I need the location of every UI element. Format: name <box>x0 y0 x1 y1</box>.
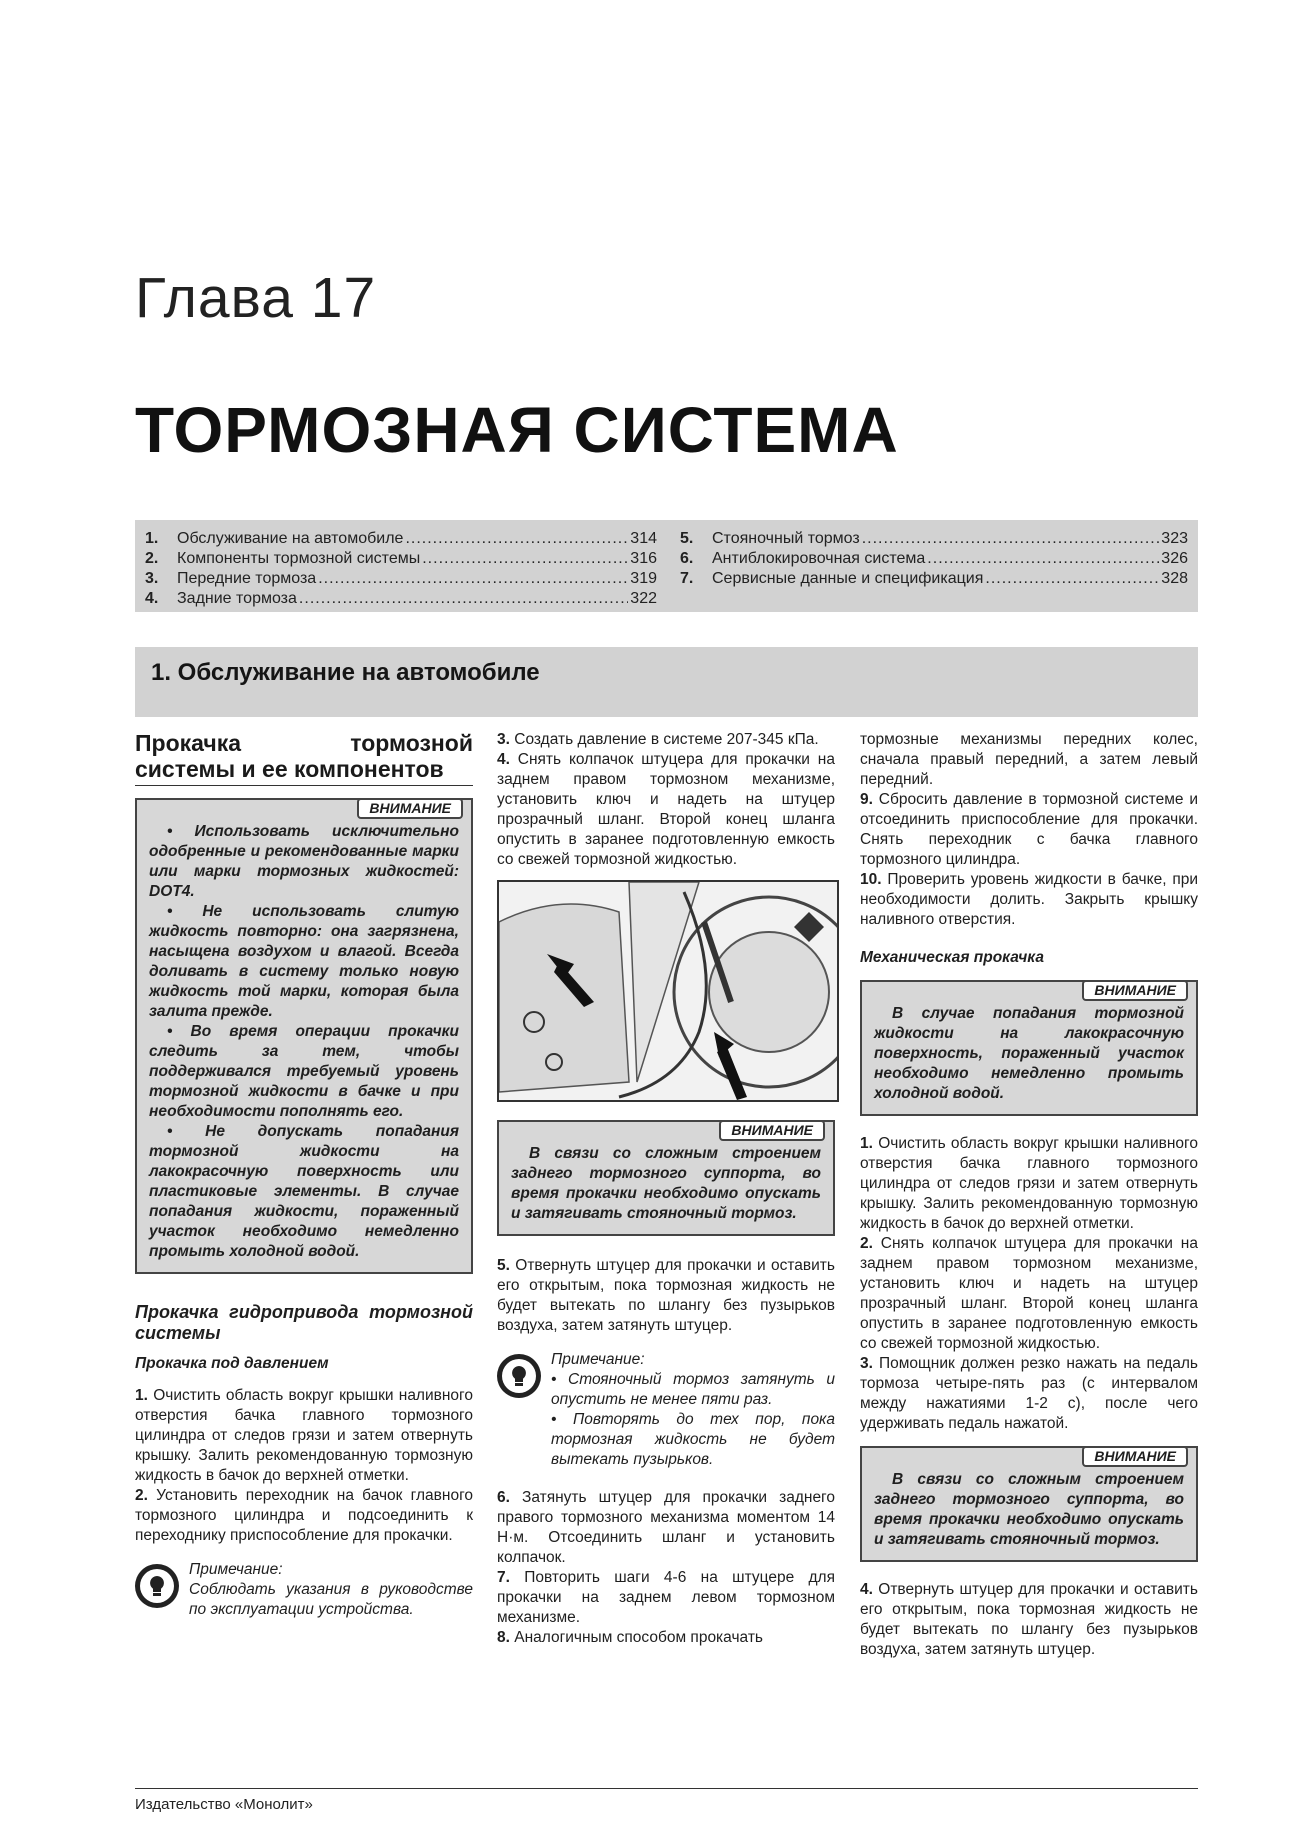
toc-page: 319 <box>630 570 657 587</box>
toc-number: 3. <box>145 570 159 587</box>
toc-item[interactable] <box>145 569 657 589</box>
chapter-label: Глава 17 <box>135 266 377 330</box>
toc-page: 322 <box>630 590 657 607</box>
warning-item: • Во время операции прокачки следить за тем, чтобы поддерживался требуемый уровень тормозной жидкости в бачке и при необходимости пополнять его. <box>149 1023 459 1120</box>
step-paragraph: 3. Помощник должен резко нажать на педаль тормоза четыре-пять раз (с интервалом между нажатиями 1-2 с), после чего удерживать педаль нажатой. <box>860 1355 1198 1432</box>
step-paragraph: 1. Очистить область вокруг крышки наливного отверстия бачка главного тормозного цилиндра от следов грязи и затем отвернуть крышку. Залить рекомендованную тормозную жидкость в бачок до верхней отметки. <box>860 1135 1198 1232</box>
continued-paragraph: тормозные механизмы передних колес, сначала правый передний, а затем левый передний. <box>860 731 1198 788</box>
warning-label: ВНИМАНИЕ <box>1082 980 1188 1001</box>
toc-number: 1. <box>145 530 159 547</box>
toc-page: 323 <box>1161 530 1188 547</box>
table-of-contents <box>135 520 1198 612</box>
toc-page: 316 <box>630 550 657 567</box>
toc-number: 5. <box>680 530 694 547</box>
step-paragraph: 6. Затянуть штуцер для прокачки заднего правого тормозного механизма моментом 14 Н·м. Отсоединить шланг и установить колпачок. <box>497 1489 835 1566</box>
note-block <box>497 1350 835 1470</box>
toc-title: Передние тормоза <box>177 570 317 587</box>
column-2 <box>497 730 835 1648</box>
toc-title: Задние тормоза <box>177 590 297 607</box>
note-text: Соблюдать указания в руководстве по эксплуатации устройства. <box>189 1581 473 1618</box>
lightbulb-icon <box>135 1564 179 1608</box>
toc-item[interactable] <box>680 549 1188 569</box>
col1-heading: Прокачка тормозной системы и ее компонентов <box>135 730 473 782</box>
brake-caliper-illustration <box>497 880 839 1102</box>
warning-item: • Не использовать слитую жидкость повторно: она загрязнена, насыщена воздухом и влагой. Всегда доливать в систему только новую жидкость той марки, которая была залита прежде. <box>149 903 459 1020</box>
note-label: Примечание: <box>551 1351 645 1368</box>
toc-left-column <box>145 529 657 609</box>
toc-page: 328 <box>1161 570 1188 587</box>
warning-text: В связи со сложным строением заднего тормозного суппорта, во время прокачки необходимо опускать и затягивать стояночный тормоз. <box>874 1471 1184 1548</box>
toc-number: 7. <box>680 570 694 587</box>
warning-box <box>860 1446 1198 1562</box>
toc-item[interactable] <box>145 549 657 569</box>
column-3 <box>860 730 1198 1660</box>
warning-text: В связи со сложным строением заднего тормозного суппорта, во время прокачки необходимо опускать и затягивать стояночный тормоз. <box>511 1145 821 1222</box>
col1-subsubheading: Прокачка под давлением <box>135 1355 329 1372</box>
warning-box <box>135 798 473 1274</box>
toc-item[interactable] <box>145 529 657 549</box>
step-paragraph: 4. Снять колпачок штуцера для прокачки на заднем правом тормозном механизме, установить ключ и надеть на штуцер прозрачный шланг. Второй конец шланга опустить в заранее подготовленную емкость со свежей тормозной жидкостью. <box>497 751 835 868</box>
note-label: Примечание: <box>189 1561 283 1578</box>
warning-text: В случае попадания тормозной жидкости на лакокрасочную поверхность, пораженный участок необходимо немедленно промыть холодной водой. <box>874 1005 1184 1102</box>
toc-title: Сервисные данные и спецификация <box>712 570 984 587</box>
warning-item: • Использовать исключительно одобренные и рекомендованные марки или марки тормозных жидкостей: DOT4. <box>149 823 459 900</box>
footer-rule <box>135 1788 1198 1789</box>
toc-title: Обслуживание на автомобиле <box>177 530 404 547</box>
toc-title: Компоненты тормозной системы <box>177 550 421 567</box>
step-paragraph: 3. Создать давление в системе 207-345 кПа. <box>497 731 819 748</box>
toc-page: 314 <box>630 530 657 547</box>
toc-right-column <box>680 529 1188 589</box>
toc-item[interactable] <box>145 589 657 609</box>
step-paragraph: 10. Проверить уровень жидкости в бачке, при необходимости долить. Закрыть крышку наливного отверстия. <box>860 871 1198 928</box>
toc-number: 6. <box>680 550 694 567</box>
warning-box <box>497 1120 835 1236</box>
step-paragraph: 5. Отвернуть штуцер для прокачки и оставить его открытым, пока тормозная жидкость не будет вытекать по шлангу без пузырьков воздуха, затем затянуть штуцер. <box>497 1257 835 1334</box>
col1-subheading: Прокачка гидропривода тормозной системы <box>135 1302 473 1343</box>
section-title: 1. Обслуживание на автомобиле <box>151 659 540 686</box>
footer-publisher: Издательство «Монолит» <box>135 1796 313 1813</box>
toc-item[interactable] <box>680 569 1188 589</box>
toc-item[interactable] <box>680 529 1188 549</box>
step-paragraph: 7. Повторить шаги 4-6 на штуцере для прокачки на заднем левом тормозном механизме. <box>497 1569 835 1626</box>
warning-label: ВНИМАНИЕ <box>719 1120 825 1141</box>
toc-number: 4. <box>145 590 159 607</box>
toc-title: Антиблокировочная система <box>712 550 926 567</box>
toc-page: 326 <box>1161 550 1188 567</box>
column-1 <box>135 730 473 1620</box>
toc-number: 2. <box>145 550 159 567</box>
warning-label: ВНИМАНИЕ <box>1082 1446 1188 1467</box>
note-item: • Повторять до тех пор, пока тормозная жидкость не будет вытекать пузырьков. <box>551 1411 835 1468</box>
step-paragraph: 1. Очистить область вокруг крышки наливного отверстия бачка главного тормозного цилиндра от следов грязи и затем отвернуть крышку. Залить рекомендованную тормозную жидкость в бачок до верхней отметки. <box>135 1387 473 1484</box>
lightbulb-icon <box>497 1354 541 1398</box>
warning-item: • Не допускать попадания тормозной жидкости на лакокрасочную поверхность или пластиковые элементы. В случае попадания жидкости, пораженный участок необходимо немедленно промыть холодной водой. <box>149 1123 459 1260</box>
step-paragraph: 2. Установить переходник на бачок главного тормозного цилиндра и подсоединить к переходнику приспособление для прокачки. <box>135 1487 473 1544</box>
step-paragraph: 4. Отвернуть штуцер для прокачки и оставить его открытым, пока тормозная жидкость не будет вытекать по шлангу без пузырьков воздуха, затем затянуть штуцер. <box>860 1581 1198 1658</box>
section-header-bar <box>135 647 1198 717</box>
step-paragraph: 9. Сбросить давление в тормозной системе и отсоединить приспособление для прокачки. Снять переходник с бачка главного тормозного цилиндра. <box>860 791 1198 868</box>
note-block <box>135 1560 473 1620</box>
warning-box <box>860 980 1198 1116</box>
note-item: • Стояночный тормоз затянуть и опустить не менее пяти раз. <box>551 1371 835 1408</box>
col3-subheading: Механическая прокачка <box>860 949 1044 966</box>
step-paragraph: 2. Снять колпачок штуцера для прокачки на заднем правом тормозном механизме, установить ключ и надеть на штуцер прозрачный шланг. Второй конец шланга опустить в заранее подготовленную емкость со свежей тормозной жидкостью. <box>860 1235 1198 1352</box>
chapter-title: ТОРМОЗНАЯ СИСТЕМА <box>135 394 899 466</box>
toc-title: Стояночный тормоз <box>712 530 860 547</box>
warning-label: ВНИМАНИЕ <box>357 798 463 819</box>
step-paragraph: 8. Аналогичным способом прокачать <box>497 1629 763 1646</box>
